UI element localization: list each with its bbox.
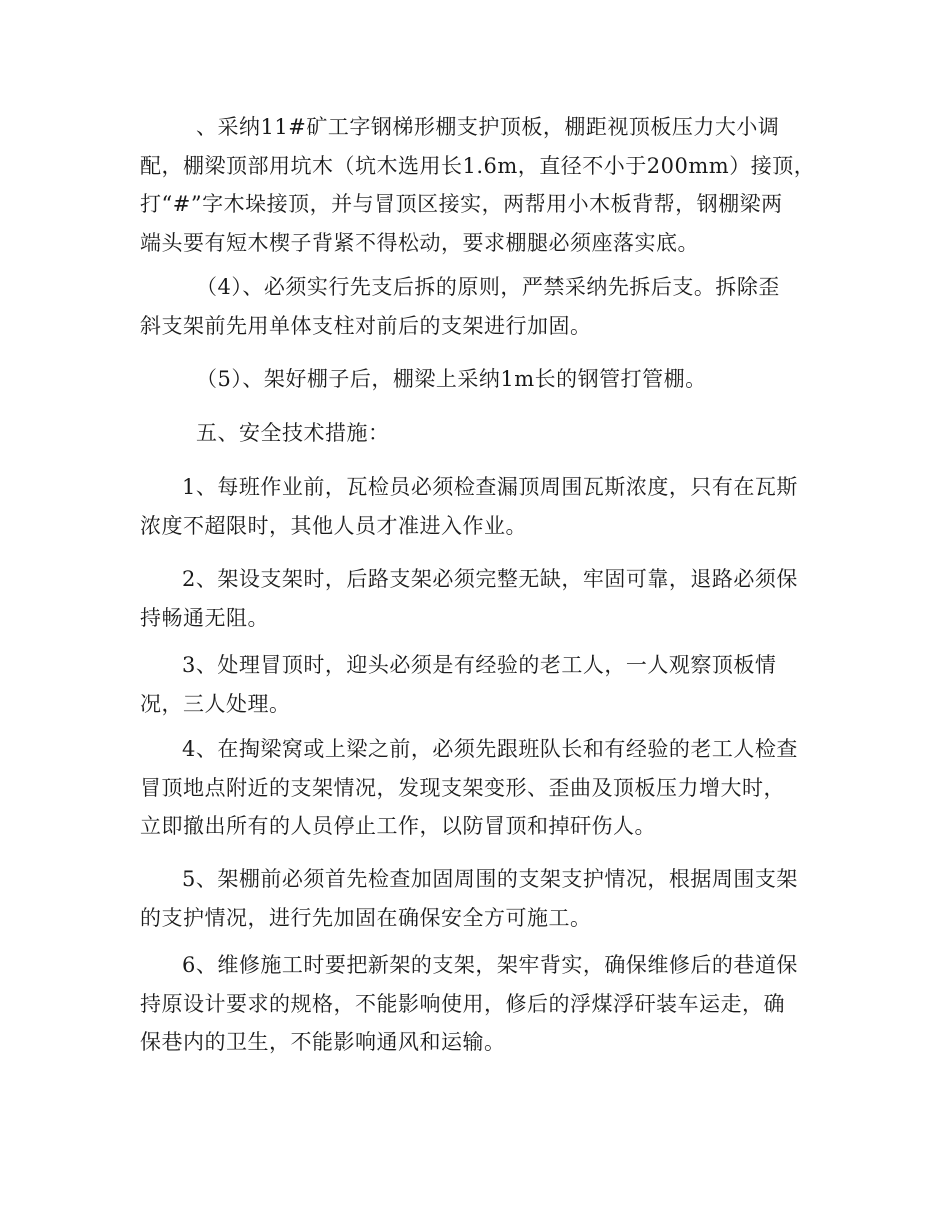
safety-measure-5	[140, 860, 820, 937]
paragraph-line: 持畅通无阻。	[140, 605, 269, 630]
paragraph-support-method	[140, 108, 820, 262]
paragraph-line: 立即撤出所有的人员停止工作，以防冒顶和掉矸伤人。	[140, 814, 656, 838]
paragraph-item-4	[140, 268, 820, 345]
heading-line: 五、安全技术措施：	[196, 421, 390, 445]
paragraph-line: 6、维修施工时要把新架的支架，架牢背实，确保维修后的巷道保	[182, 953, 798, 977]
paragraph-line: 持原设计要求的规格，不能影响使用，修后的浮煤浮矸装车运走，确	[140, 991, 785, 1016]
paragraph-line: 况，三人处理。	[140, 691, 291, 716]
paragraph-line: 的支护情况，进行先加固在确保安全方可施工。	[140, 905, 592, 930]
paragraph-line: 保巷内的卫生，不能影响通风和运输。	[140, 1030, 506, 1054]
paragraph-item-5	[140, 360, 820, 399]
paragraph-line: 端头要有短木楔子背紧不得松动，要求棚腿必须座落实底。	[140, 230, 699, 255]
safety-measure-6	[140, 946, 820, 1062]
paragraph-line: 冒顶地点附近的支架情况，发现支架变形、歪曲及顶板压力增大时，	[140, 775, 785, 800]
safety-measure-2	[140, 560, 820, 637]
paragraph-line: 打“#”字木垛接顶，并与冒顶区接实，两帮用小木板背帮，钢棚梁两	[140, 192, 783, 216]
paragraph-line: 1、每班作业前，瓦检员必须检查漏顶周围瓦斯浓度，只有在瓦斯	[182, 475, 798, 499]
paragraph-line: 4、在掏梁窝或上梁之前，必须先跟班队长和有经验的老工人检查	[182, 737, 798, 761]
paragraph-line: 浓度不超限时，其他人员才准进入作业。	[140, 513, 527, 538]
paragraph-line: 3、处理冒顶时，迎头必须是有经验的老工人，一人观察顶板情	[182, 653, 777, 677]
safety-measure-1	[140, 468, 820, 545]
paragraph-line: 、采纳11#矿工字钢梯形棚支护顶板，棚距视顶板压力大小调	[196, 115, 780, 139]
paragraph-line: 5、架棚前必须首先检查加固周围的支架支护情况，根据周围支架	[182, 867, 798, 891]
paragraph-line: 配，棚梁顶部用坑木（坑木选用长1.6m，直径不小于200mm）接顶，	[140, 153, 816, 178]
safety-measure-3	[140, 646, 820, 723]
paragraph-line: 2、架设支架时，后路支架必须完整无缺，牢固可靠，退路必须保	[182, 567, 798, 591]
paragraph-line: （5）、架好棚子后，棚梁上采纳1m长的钢管打管棚。	[196, 367, 707, 391]
paragraph-line: 斜支架前先用单体支柱对前后的支架进行加固。	[140, 313, 592, 338]
paragraph-line: （4）、必须实行先支后拆的原则，严禁采纳先拆后支。拆除歪	[196, 275, 780, 299]
safety-measure-4	[140, 730, 820, 846]
section-heading-safety-measures	[140, 414, 820, 453]
